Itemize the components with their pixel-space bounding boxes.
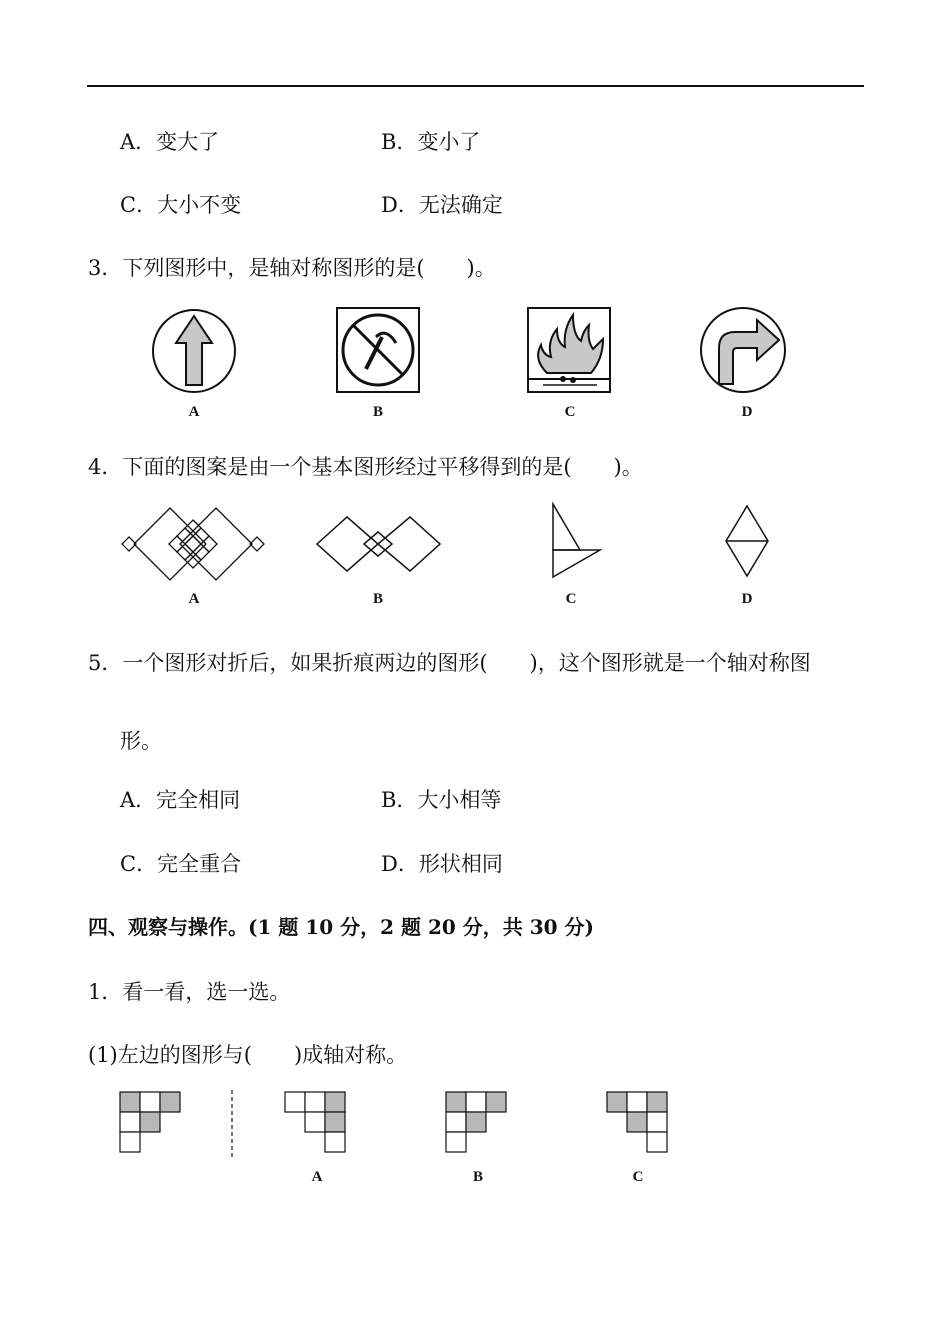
q4-label-b[interactable]: B: [372, 591, 383, 607]
q4-label-a[interactable]: A: [188, 591, 200, 607]
option-a-figure-cell: [325, 1092, 345, 1112]
q2-option-a[interactable]: A．变大了: [120, 130, 220, 154]
original-figure-cell: [120, 1092, 140, 1112]
option-b-figure-cell: [446, 1112, 466, 1132]
two-triangles-figure: [550, 502, 604, 578]
original-figure-cell: [120, 1112, 140, 1132]
option-a-figure-cell: [305, 1112, 325, 1132]
q5-option-b[interactable]: B．大小相等: [381, 788, 502, 812]
s4-q1-label-a[interactable]: A: [311, 1169, 323, 1185]
option-b-figure-cell: [446, 1092, 466, 1112]
s4-q1-label-c[interactable]: C: [632, 1169, 644, 1185]
up-arrow-sign-icon: [150, 307, 238, 395]
s4-q1-stem: 1．看一看，选一选。: [88, 980, 291, 1004]
option-a-figure-cell: [305, 1092, 325, 1112]
two-rhombus-figure: [316, 515, 442, 573]
grid-figures-row: [118, 1090, 718, 1162]
s4-q1-sub1: (1)左边的图形与( )成轴对称。: [88, 1043, 408, 1067]
lattice-diamond: [177, 544, 193, 560]
lattice-diamond: [180, 508, 252, 580]
option-c-figure-cell: [627, 1112, 647, 1132]
q3-label-c[interactable]: C: [564, 404, 576, 420]
option-c-figure-cell: [607, 1092, 627, 1112]
lattice-diamond: [134, 508, 206, 580]
lattice-diamond: [169, 536, 185, 552]
option-a-figure-cell: [325, 1132, 345, 1152]
q5-option-d[interactable]: D．形状相同: [381, 852, 503, 876]
original-figure-cell: [140, 1092, 160, 1112]
option-b-figure-cell: [486, 1092, 506, 1112]
q5-option-a[interactable]: A．完全相同: [120, 788, 241, 812]
translation-lattice-figure: [120, 506, 266, 582]
option-a-figure-cell: [285, 1092, 305, 1112]
fire-sign-icon: [527, 307, 611, 393]
turn-right-sign-icon: [699, 306, 787, 394]
q3-stem: 3．下列图形中，是轴对称图形的是( )。: [88, 256, 496, 280]
q5-option-c[interactable]: C．完全重合: [120, 852, 242, 876]
q3-label-a[interactable]: A: [188, 404, 200, 420]
option-b-figure-cell: [446, 1132, 466, 1152]
q4-label-d[interactable]: D: [741, 591, 753, 607]
lattice-diamond: [185, 520, 201, 536]
header-rule: [87, 85, 864, 87]
double-triangle-diamond-figure: [724, 504, 770, 578]
lattice-diamond: [185, 552, 201, 568]
q2-option-d[interactable]: D．无法确定: [381, 193, 503, 217]
option-a-figure-cell: [325, 1112, 345, 1132]
q5-stem-line1: 5．一个图形对折后，如果折痕两边的图形( )，这个图形就是一个轴对称图: [88, 651, 811, 675]
no-digging-sign-icon: [336, 307, 420, 393]
lattice-diamond: [193, 528, 209, 544]
q4-label-c[interactable]: C: [565, 591, 577, 607]
option-c-figure-cell: [627, 1092, 647, 1112]
s4-q1-label-b[interactable]: B: [472, 1169, 483, 1185]
original-figure-cell: [120, 1132, 140, 1152]
option-c-figure-cell: [647, 1132, 667, 1152]
q3-label-d[interactable]: D: [741, 404, 753, 420]
option-c-figure-cell: [647, 1092, 667, 1112]
option-b-figure-cell: [466, 1112, 486, 1132]
lattice-diamond: [201, 536, 217, 552]
section4-heading: 四、观察与操作。(1 题 10 分，2 题 20 分，共 30 分): [88, 915, 594, 939]
q4-stem: 4．下面的图案是由一个基本图形经过平移得到的是( )。: [88, 455, 643, 479]
q2-option-c[interactable]: C．大小不变: [120, 193, 242, 217]
lattice-diamond: [193, 544, 209, 560]
option-c-figure-cell: [647, 1112, 667, 1132]
q2-option-b[interactable]: B．变小了: [381, 130, 481, 154]
option-b-figure-cell: [466, 1092, 486, 1112]
q3-label-b[interactable]: B: [372, 404, 383, 420]
lattice-diamond: [185, 536, 201, 552]
lattice-diamond: [177, 528, 193, 544]
original-figure-cell: [140, 1112, 160, 1132]
q5-stem-line2: 形。: [120, 729, 162, 753]
original-figure-cell: [160, 1092, 180, 1112]
